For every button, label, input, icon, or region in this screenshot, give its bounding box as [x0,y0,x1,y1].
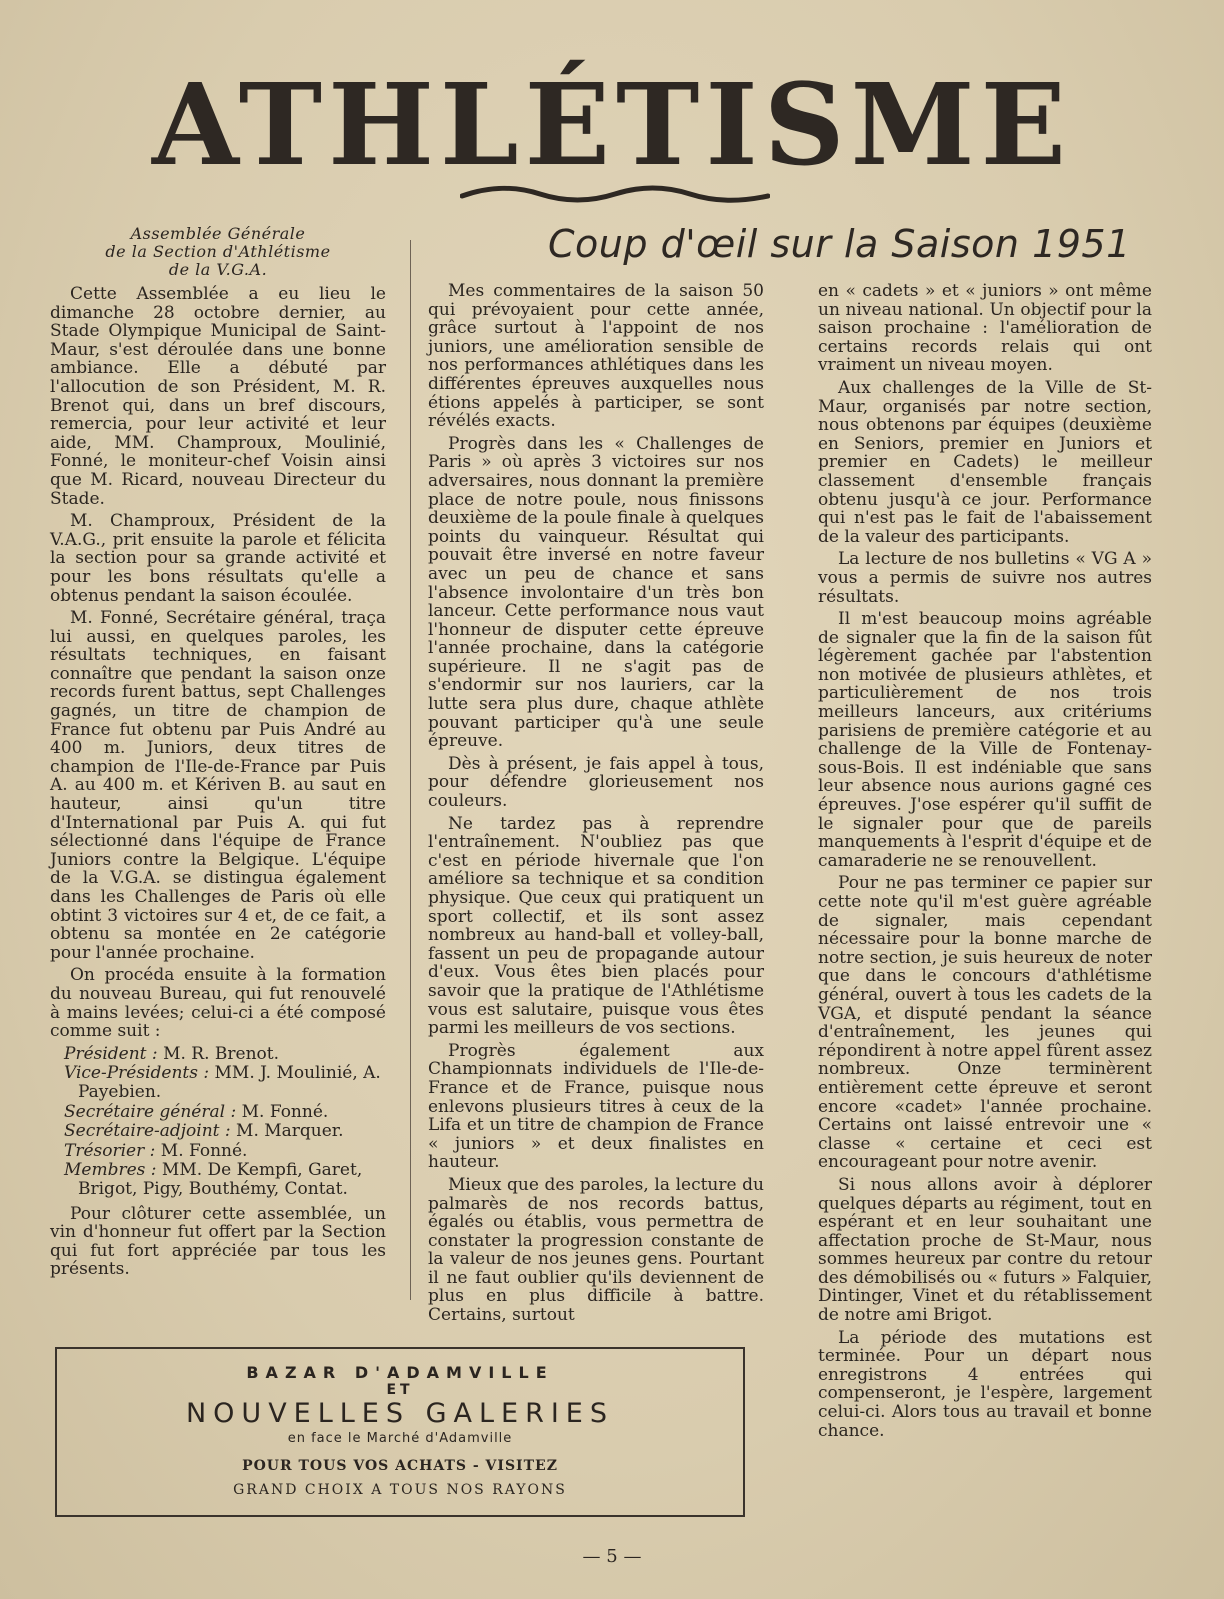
officer-names: MM. J. Moulinié, A. Payebien. [78,1063,381,1102]
assembly-heading-line: Assemblée Générale [130,224,306,243]
assembly-paragraph: M. Fonné, Secrétaire général, traça lui aussi, en quelques paroles, les résultats techniques, en faisant connaître que pendant la saison onze records furent battus, sept Challenges gagnés, un titre de champion de France fut obtenu par Puis André au 400 m. Juniors, deux titres de champion de l'Ile-de-France par Puis A. au 400 m. et Kériven B. au saut en hauteur, ainsi qu'un titre d'International par Puis A. qui fut sélectionné dans l'équipe de France Juniors contre la Belgique. L'équipe de la V.G.A. se distingua également dans les Challenges de Paris où elle obtint 3 victoires sur 4 et, de ce fait, a obtenu sa montée en 2e catégorie pour l'année prochaine. [50,608,386,963]
saison-paragraph: Mes commentaires de la saison 50 qui prévoyaient pour cette année, grâce surtout à l'appoint de nos juniors, une amélioration sensible de nos performances athlétiques dans les différentes épreuves auxquelles nous étions appelés à participer, se sont révélés exacts. [428,281,764,432]
saison-article-column-2 [818,282,1152,1444]
assembly-heading [50,225,386,279]
officer-entry [50,1103,386,1122]
saison-paragraph: Ne tardez pas à reprendre l'entraînement. N'oubliez pas que c'est en période hivernale que l'on améliore sa technique et sa condition physique. Que ceux qui pratiquent un sport collectif, et ils sont assez nombreux au hand-ball et volley-ball, fassent un peu de propagande autour d'eux. Vous êtes bien placés pour savoir que la pratique de l'Athlétisme vous est salutaire, puisque vous êtes parmi les meilleurs de vos sections. [428,813,764,1039]
ad-conjunction: ET [386,1382,414,1398]
officer-role: Trésorier : [64,1140,156,1161]
assembly-heading-line: de la Section d'Athlétisme [105,242,331,261]
officer-role: Vice-Présidents : [64,1063,210,1084]
officer-entry [50,1064,386,1101]
page-title: ATHLÉTISME [151,60,1072,191]
officer-role: Membres : [64,1160,157,1181]
wavy-rule-ornament [460,184,770,208]
saison-paragraph: en « cadets » et « juniors » ont même un niveau national. Un objectif pour la saison prochaine : l'amélioration de certains records relais qui ont vraiment un niveau moyen. [818,281,1152,376]
assembly-paragraph: Cette Assemblée a eu lieu le dimanche 28 octobre dernier, au Stade Olympique Municipal de Saint-Maur, s'est déroulée dans une bonne ambiance. Elle a débuté par l'allocution de son Président, M. R. Brenot qui, dans un bref discours, remercia, pour leur activité et leur aide, MM. Champroux, Moulinié, Fonné, le moniteur-chef Voisin ainsi que M. Ricard, nouveau Directeur du Stade. [50,284,386,509]
assembly-paragraph: M. Champroux, Président de la V.A.G., prit ensuite la parole et félicita la section pour sa grande activité et pour les bons résultats qu'elle a obtenus pendant la saison écoulée. [50,511,386,606]
saison-paragraph: Progrès dans les « Challenges de Paris » où après 3 victoires sur nos adversaires, nous donnant la première place de notre poule, nous finissons deuxième de la poule finale à quelques points du vainqueur. Résultat qui pouvait être inversé en notre faveur avec un peu de chance et sans l'absence involontaire d'un très bon lanceur. Cette performance nous vaut l'honneur de disputer cette épreuve l'année prochaine, dans la catégorie supérieure. Il ne s'agit pas de s'endormir sur nos lauriers, car la lutte sera plus dure, chaque athlète pouvant participer qu'à une seule épreuve. [428,433,764,752]
ad-tagline: GRAND CHOIX A TOUS NOS RAYONS [233,1482,567,1498]
officer-role: Président : [64,1043,158,1064]
assembly-heading-line: de la V.G.A. [168,260,268,279]
officer-names: M. R. Brenot. [163,1043,279,1064]
column-divider [410,240,411,1300]
officer-entry [50,1045,386,1064]
officers-list [50,1045,386,1199]
officer-names: M. Marquer. [236,1121,344,1142]
saison-paragraph: Pour ne pas terminer ce papier sur cette note qu'il m'est guère agréable de signaler, mais cependant nécessaire pour la bonne marche de notre section, je suis heureux de noter que dans le concours d'athlétisme général, ouvert à tous les cadets de la VGA, et disputé pendant la séance d'entraînement, les jeunes qui répondirent à notre appel fûrent assez nombreux. Onze terminèrent entièrement cette épreuve et seront encore «cadet» l'année prochaine. Certains ont laissé entrevoir une « classe « certaine et ceci est encourageant pour notre avenir. [818,873,1152,1173]
officer-entry [50,1122,386,1141]
saison-paragraph: Il m'est beaucoup moins agréable de signaler que la fin de la saison fût légèrement gachée par l'abstention non motivée de plusieurs athlètes, et particulièrement de nos trois meilleurs lanceurs, aux critériums parisiens de première catégorie et au challenge de la Ville de Fontenay-sous-Bois. Il est indéniable que sans leur absence nous aurions gagné ces épreuves. J'ose espérer qu'il suffit de le signaler pour que de pareils manquements à l'esprit d'équipe et de camaraderie ne se renouvellent. [818,609,1152,871]
saison-paragraph: La lecture de nos bulletins « VG A » vous a permis de suivre nos autres résultats. [818,549,1152,607]
saison-article-column-1 [428,282,764,1329]
saison-article-title: Coup d'œil sur la Saison 1951 [548,222,1131,266]
ad-slogan: POUR TOUS VOS ACHATS - VISITEZ [242,1458,558,1474]
saison-paragraph: Progrès également aux Championnats individuels de l'Ile-de-France et de France, puisque nous enlevons plusieurs titres à ceux de la Lifa et un titre de champion de France « juniors » et deux finalistes en hauteur. [428,1040,764,1173]
assembly-paragraph: Pour clôturer cette assemblée, un vin d'honneur fut offert par la Section qui fut fort appréciée par tous les présents. [50,1203,386,1280]
saison-paragraph: Dès à présent, je fais appel à tous, pour défendre glorieusement nos couleurs. [428,753,764,812]
ad-location: en face le Marché d'Adamville [287,1431,513,1446]
saison-paragraph: La période des mutations est terminée. Pour un départ nous enregistrons 4 entrées qui compenseront, je l'espère, largement celui-ci. Alors tous au travail et bonne chance. [818,1327,1152,1441]
saison-paragraph: Si nous allons avoir à déplorer quelques départs au régiment, tout en espérant et en leur souhaitant une affectation proche de St-Maur, nous sommes heureux par contre du retour des démobilisés ou « futurs » Falquier, Dintinger, Vinet et du rétablissement de notre ami Brigot. [818,1174,1152,1326]
saison-paragraph: Aux challenges de la Ville de St-Maur, organisés par notre section, nous obtenons par équipes (deuxième en Seniors, premier en Juniors et premier en Cadets) le meilleur classement d'ensemble français obtenu jusqu'à ce jour. Performance qui n'est pas le fait de l'abaissement de la valeur des participants. [818,377,1152,547]
officer-names: MM. De Kempfi, Garet, Brigot, Pigy, Bouthémy, Contat. [78,1160,363,1199]
officer-entry [50,1161,386,1198]
page-number: — 5 — [582,1546,642,1567]
assembly-article [50,225,386,1283]
officer-names: M. Fonné. [241,1101,329,1122]
assembly-paragraph: On procéda ensuite à la formation du nouveau Bureau, qui fut renouvelé à mains levées; celui-ci a été composé comme suit : [50,965,386,1042]
officer-role: Secrétaire général : [64,1101,237,1122]
ad-store-name-2: NOUVELLES GALERIES [185,1398,615,1429]
saison-paragraph: Mieux que des paroles, la lecture du palmarès de nos records battus, égalés ou établis, vous permettra de constater la progression constante de la valeur de nos jeunes gens. Pourtant il ne faut oublier qu'ils deviennent de plus en plus difficile à battre. Certains, surtout [428,1174,764,1326]
advertisement-box [55,1347,745,1517]
officer-role: Secrétaire-adjoint : [64,1121,231,1142]
officer-entry [50,1142,386,1161]
officer-names: M. Fonné. [160,1140,248,1161]
ad-store-name: BAZAR D'ADAMVILLE [246,1363,554,1382]
